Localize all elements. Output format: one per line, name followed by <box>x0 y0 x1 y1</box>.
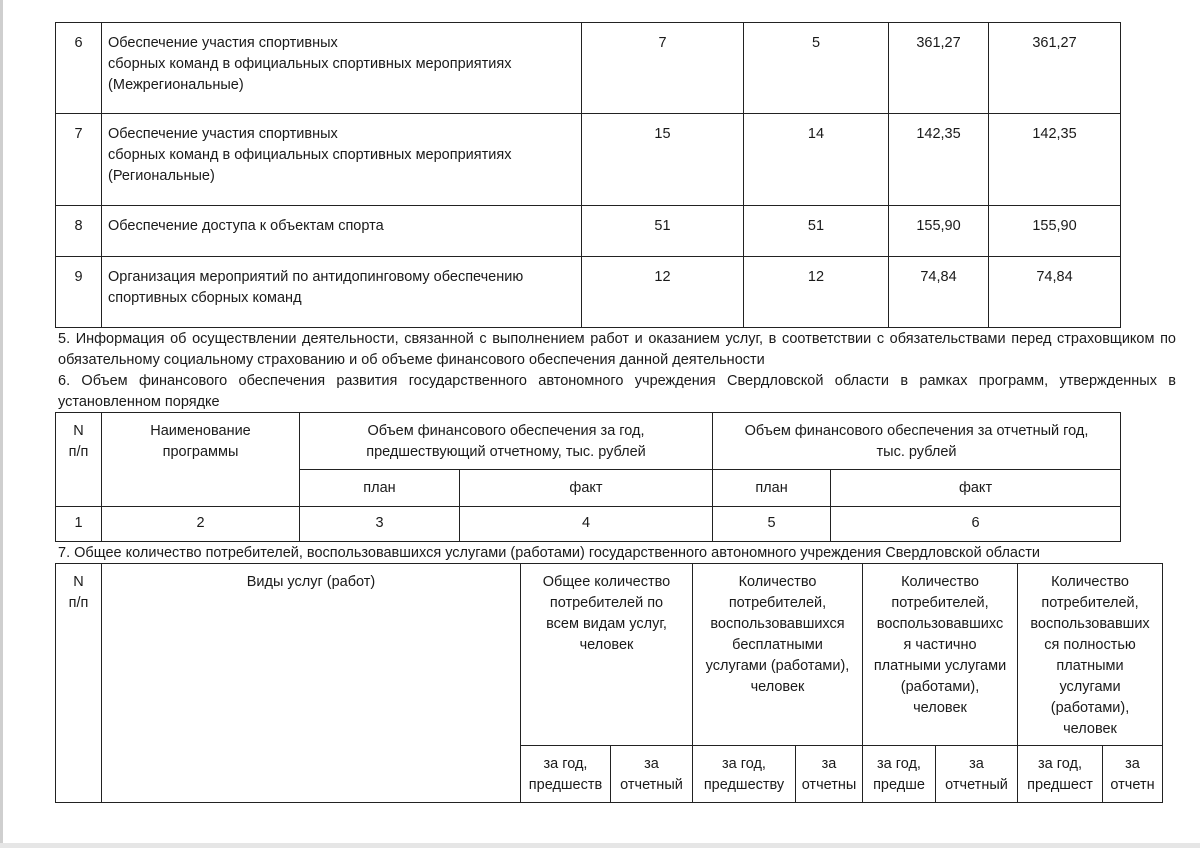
service-name: Обеспечение участия спортивных сборных команд в официальных спортивных мероприятиях (Региональные) <box>102 114 582 206</box>
value-cell: 12 <box>744 257 889 328</box>
col-partial-paid-header: Количество потребителей, воспользовавшихс я частично платными услугами (работами), человек <box>863 564 1018 746</box>
col-total-consumers-header: Общее количество потребителей по всем видам услуг, человек <box>521 564 693 746</box>
current-year-subheader: за отчетн <box>1103 746 1163 803</box>
section-7-text: 7. Общее количество потребителей, воспользовавшихся услугами (работами) государственного автономного учреждения Свердловской области <box>58 545 1040 561</box>
prev-year-subheader: за год, предшест <box>1018 746 1103 803</box>
column-number: 4 <box>460 507 713 542</box>
column-number: 5 <box>713 507 831 542</box>
col-current-year-header: Объем финансового обеспечения за отчетный год, тыс. рублей <box>713 413 1121 470</box>
value-cell: 5 <box>744 23 889 114</box>
column-number: 2 <box>102 507 300 542</box>
prev-year-subheader: за год, предше <box>863 746 936 803</box>
value-cell: 12 <box>582 257 744 328</box>
value-cell: 15 <box>582 114 744 206</box>
plan-header: план <box>713 470 831 507</box>
col-program-header: Наименование программы <box>102 413 300 507</box>
column-number: 6 <box>831 507 1121 542</box>
col-full-paid-header: Количество потребителей, воспользовавших ся полностью платными услугами (работами), человек <box>1018 564 1163 746</box>
value-cell: 51 <box>744 206 889 257</box>
column-number: 1 <box>56 507 102 542</box>
row-number: 7 <box>56 114 102 206</box>
column-number-row <box>56 507 1121 542</box>
prev-year-subheader: за год, предшеств <box>521 746 611 803</box>
service-name: Обеспечение участия спортивных сборных команд в официальных спортивных мероприятиях (Межрегиональные) <box>102 23 582 114</box>
value-cell: 155,90 <box>989 206 1121 257</box>
value-cell: 361,27 <box>989 23 1121 114</box>
section-5-text: 5. Информация об осуществлении деятельности, связанной с выполнением работ и оказанием услуг, в соответствии с обязательствами перед страховщиком по обязательному социальному страхованию и об объеме финансового обеспечения данной деятельности <box>58 331 1176 368</box>
col-prev-year-header: Объем финансового обеспечения за год, предшествующий отчетному, тыс. рублей <box>300 413 713 470</box>
table-row <box>56 23 1121 114</box>
current-year-subheader: за отчетный <box>936 746 1018 803</box>
value-cell: 361,27 <box>889 23 989 114</box>
scan-bottom-edge <box>0 843 1200 848</box>
plan-header: план <box>300 470 460 507</box>
row-number: 8 <box>56 206 102 257</box>
scan-left-edge <box>0 0 3 848</box>
value-cell: 155,90 <box>889 206 989 257</box>
current-year-subheader: за отчетный <box>611 746 693 803</box>
row-number: 6 <box>56 23 102 114</box>
programs-table <box>55 412 1121 542</box>
row-number: 9 <box>56 257 102 328</box>
service-name: Организация мероприятий по антидопинговому обеспечению спортивных сборных команд <box>102 257 582 328</box>
col-number-header: N п/п <box>56 564 102 803</box>
col-free-consumers-header: Количество потребителей, воспользовавшихся бесплатными услугами (работами), человек <box>693 564 863 746</box>
value-cell: 74,84 <box>989 257 1121 328</box>
table-header-row <box>56 564 1163 746</box>
services-table <box>55 22 1121 328</box>
fact-header: факт <box>460 470 713 507</box>
table-row <box>56 257 1121 328</box>
table-row <box>56 114 1121 206</box>
table-header-row <box>56 413 1121 470</box>
column-number: 3 <box>300 507 460 542</box>
consumers-table <box>55 563 1163 803</box>
value-cell: 74,84 <box>889 257 989 328</box>
prev-year-subheader: за год, предшеству <box>693 746 796 803</box>
section-6-text: 6. Объем финансового обеспечения развития государственного автономного учреждения Свердловской области в рамках программ, утвержденных в установленном порядке <box>58 373 1176 410</box>
value-cell: 7 <box>582 23 744 114</box>
current-year-subheader: за отчетны <box>796 746 863 803</box>
col-number-header: N п/п <box>56 413 102 507</box>
table-row <box>56 206 1121 257</box>
value-cell: 142,35 <box>889 114 989 206</box>
value-cell: 142,35 <box>989 114 1121 206</box>
fact-header: факт <box>831 470 1121 507</box>
col-service-types-header: Виды услуг (работ) <box>102 564 521 803</box>
value-cell: 14 <box>744 114 889 206</box>
service-name: Обеспечение доступа к объектам спорта <box>102 206 582 257</box>
value-cell: 51 <box>582 206 744 257</box>
